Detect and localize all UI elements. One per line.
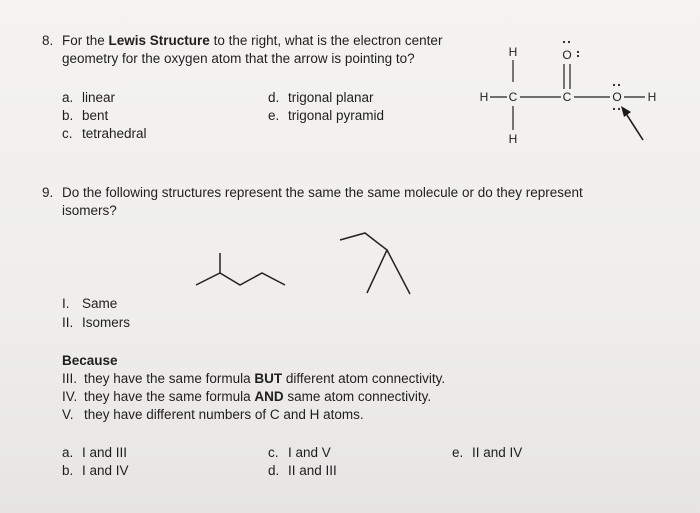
q8-option-b: b. bent — [62, 108, 109, 123]
because-label: Because — [62, 353, 118, 368]
q9-choice-same: I. Same — [62, 296, 118, 311]
q8-number: 8. — [42, 33, 54, 48]
reason-iii: III. they have the same formula BUT different atom connectivity. — [62, 371, 446, 386]
skeletal-structure-left — [196, 273, 285, 285]
atom-o-carbonyl: O — [562, 48, 572, 62]
reason-iv: IV. they have the same formula AND same atom connectivity. — [62, 389, 432, 404]
q8-option-d: d. trigonal planar — [268, 90, 374, 105]
atom-h-hydroxyl: H — [647, 90, 657, 104]
pointer-arrow-icon — [621, 106, 643, 140]
q8-option-a: a. linear — [62, 90, 116, 105]
q9-choice-isomers: II. Isomers — [62, 315, 131, 330]
q9-answer-a: a. I and III — [62, 445, 128, 460]
q9-prompt-line2: isomers? — [62, 203, 117, 218]
q9-answer-e: e. II and IV — [452, 445, 523, 460]
q8-option-e: e. trigonal pyramid — [268, 108, 385, 123]
atom-c2: C — [562, 90, 572, 104]
q9-answer-c: c. I and V — [268, 445, 331, 460]
skeletal-structures — [190, 228, 420, 298]
q8-prompt-line1: For the Lewis Structure to the right, what is the electron center — [62, 33, 443, 48]
reason-v: V. they have different numbers of C and H atoms. — [62, 407, 364, 422]
skeletal-structure-right — [340, 233, 387, 293]
atom-h-top: H — [508, 45, 518, 59]
atom-c1: C — [508, 90, 518, 104]
q9-answer-d: d. II and III — [268, 463, 337, 478]
atom-h-left: H — [479, 90, 489, 104]
q9-prompt-line1: Do the following structures represent the same the same molecule or do they represent — [62, 185, 583, 200]
q9-number: 9. — [42, 185, 54, 200]
lewis-structure — [465, 30, 675, 155]
q8-prompt-line2: geometry for the oxygen atom that the arrow is pointing to? — [62, 51, 415, 66]
q8-option-c: c. tetrahedral — [62, 126, 147, 141]
q9-answer-b: b. I and IV — [62, 463, 129, 478]
atom-o-hydroxyl: O — [612, 90, 622, 104]
atom-h-bottom: H — [508, 132, 518, 146]
